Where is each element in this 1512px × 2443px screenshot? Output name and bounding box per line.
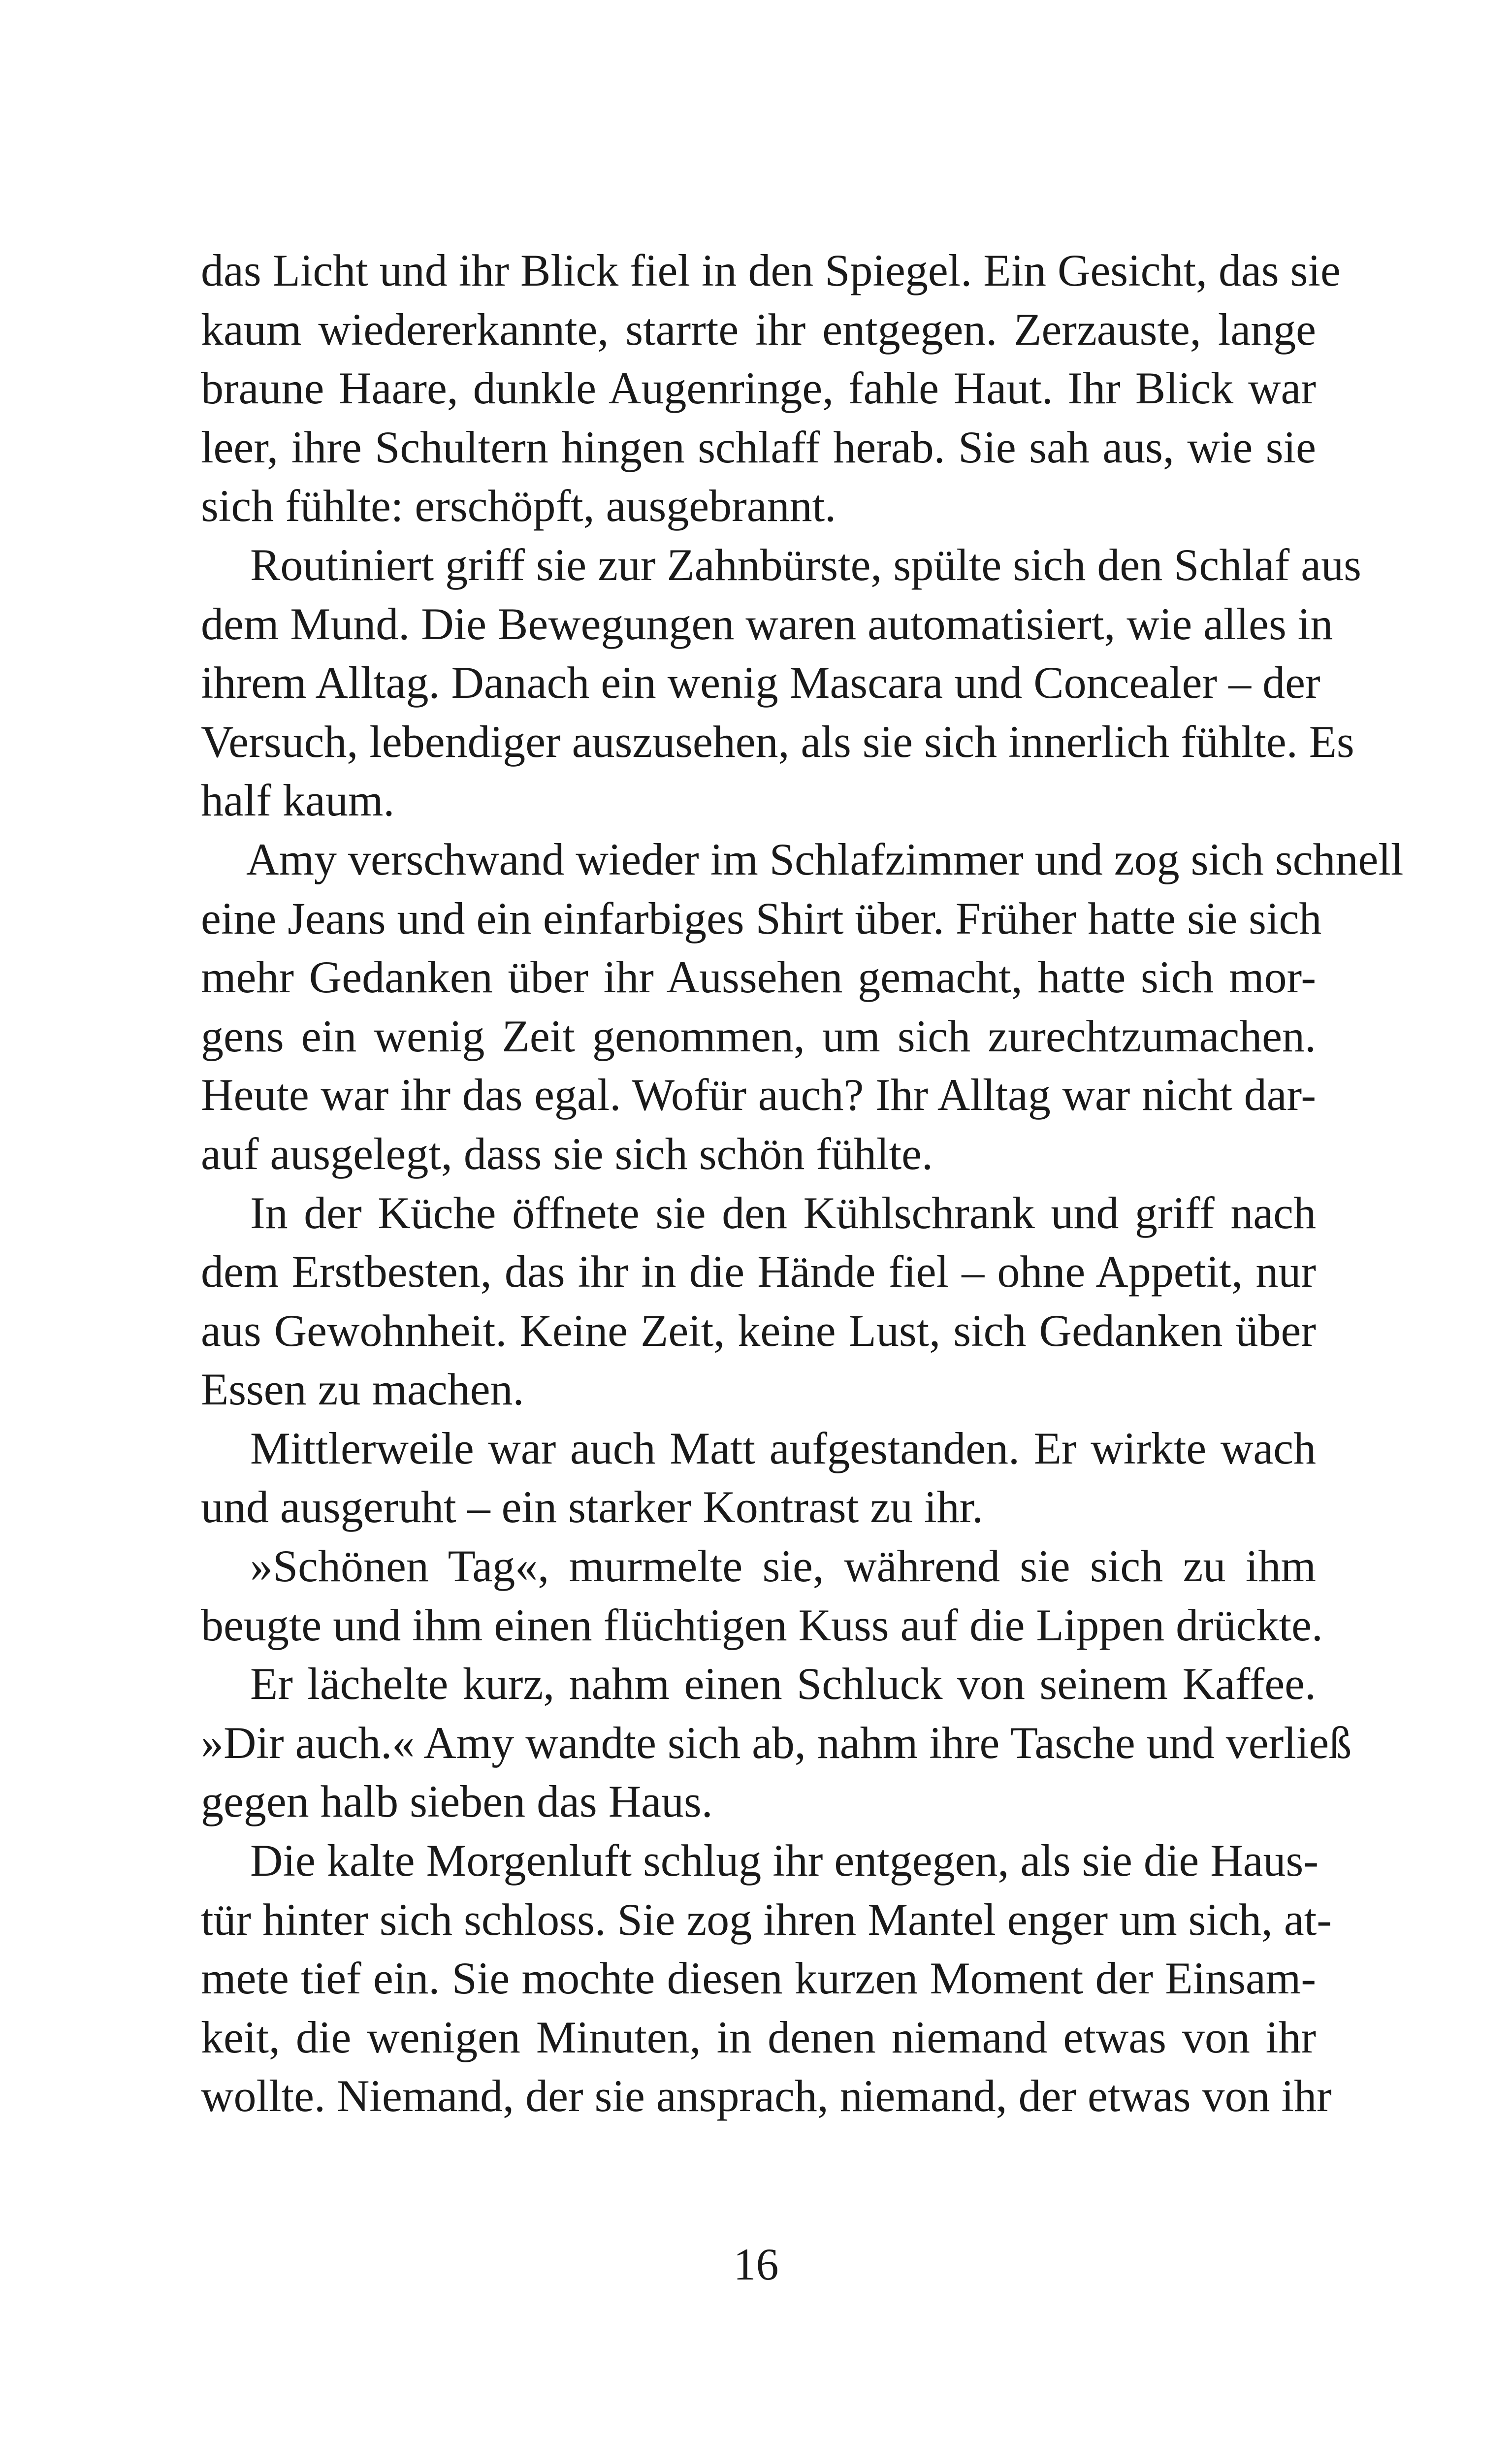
- text-line: Amy verschwand wieder im Schlafzimmer und zog sich schnell: [246, 834, 1404, 884]
- text-line: mete tief ein. Sie mochte diesen kurzen Moment der Einsam-: [201, 1953, 1316, 2004]
- text-line: dem Erstbesten, das ihr in die Hände fiel – ohne Appetit, nur: [201, 1246, 1316, 1297]
- text-line: »Dir auch.« Amy wandte sich ab, nahm ihre Tasche und verließ: [201, 1717, 1352, 1768]
- text-line: »Schönen Tag«, murmelte sie, während sie sich zu ihm: [250, 1541, 1316, 1592]
- text-line: sich fühlte: erschöpft, ausgebrannt.: [201, 481, 836, 531]
- text-line: Essen zu machen.: [201, 1364, 524, 1415]
- text-line: keit, die wenigen Minuten, in denen niemand etwas von ihr: [201, 2012, 1316, 2062]
- text-line: das Licht und ihr Blick fiel in den Spiegel. Ein Gesicht, das sie: [201, 245, 1341, 295]
- text-line: beugte und ihm einen flüchtigen Kuss auf die Lippen drückte.: [201, 1599, 1323, 1650]
- text-line: tür hinter sich schloss. Sie zog ihren Mantel enger um sich, at-: [201, 1894, 1332, 1945]
- text-line: gens ein wenig Zeit genommen, um sich zurechtzumachen.: [201, 1010, 1316, 1061]
- text-line: Routiniert griff sie zur Zahnbürste, spülte sich den Schlaf aus: [250, 539, 1361, 590]
- text-line: Die kalte Morgenluft schlug ihr entgegen, als sie die Haus-: [250, 1835, 1319, 1886]
- text-line: In der Küche öffnete sie den Kühlschrank und griff nach: [250, 1187, 1316, 1238]
- text-line: leer, ihre Schultern hingen schlaff herab. Sie sah aus, wie sie: [201, 422, 1316, 472]
- page-number: 16: [733, 2239, 779, 2289]
- text-line: half kaum.: [201, 775, 395, 826]
- text-line: wollte. Niemand, der sie ansprach, niemand, der etwas von ihr: [201, 2071, 1332, 2121]
- text-line: braune Haare, dunkle Augenringe, fahle Haut. Ihr Blick war: [201, 363, 1316, 414]
- text-line: Er lächelte kurz, nahm einen Schluck von seinem Kaffee.: [250, 1659, 1316, 1709]
- text-line: mehr Gedanken über ihr Aussehen gemacht, hatte sich mor-: [201, 952, 1316, 1003]
- text-line: kaum wiedererkannte, starrte ihr entgegen. Zerzauste, lange: [201, 304, 1316, 355]
- text-line: dem Mund. Die Bewegungen waren automatisiert, wie alles in: [201, 598, 1333, 649]
- text-line: gegen halb sieben das Haus.: [201, 1776, 713, 1827]
- text-line: Versuch, lebendiger auszusehen, als sie sich innerlich fühlte. Es: [201, 716, 1354, 767]
- text-line: aus Gewohnheit. Keine Zeit, keine Lust, sich Gedanken über: [201, 1305, 1316, 1356]
- body-text: [201, 241, 1404, 2126]
- text-line: auf ausgelegt, dass sie sich schön fühlte.: [201, 1128, 933, 1179]
- text-line: eine Jeans und ein einfarbiges Shirt über. Früher hatte sie sich: [201, 893, 1322, 944]
- text-line: Mittlerweile war auch Matt aufgestanden. Er wirkte wach: [250, 1423, 1316, 1473]
- text-line: und ausgeruht – ein starker Kontrast zu ihr.: [201, 1482, 984, 1532]
- text-line: Heute war ihr das egal. Wofür auch? Ihr Alltag war nicht dar-: [201, 1070, 1316, 1120]
- text-line: ihrem Alltag. Danach ein wenig Mascara und Concealer – der: [201, 657, 1320, 708]
